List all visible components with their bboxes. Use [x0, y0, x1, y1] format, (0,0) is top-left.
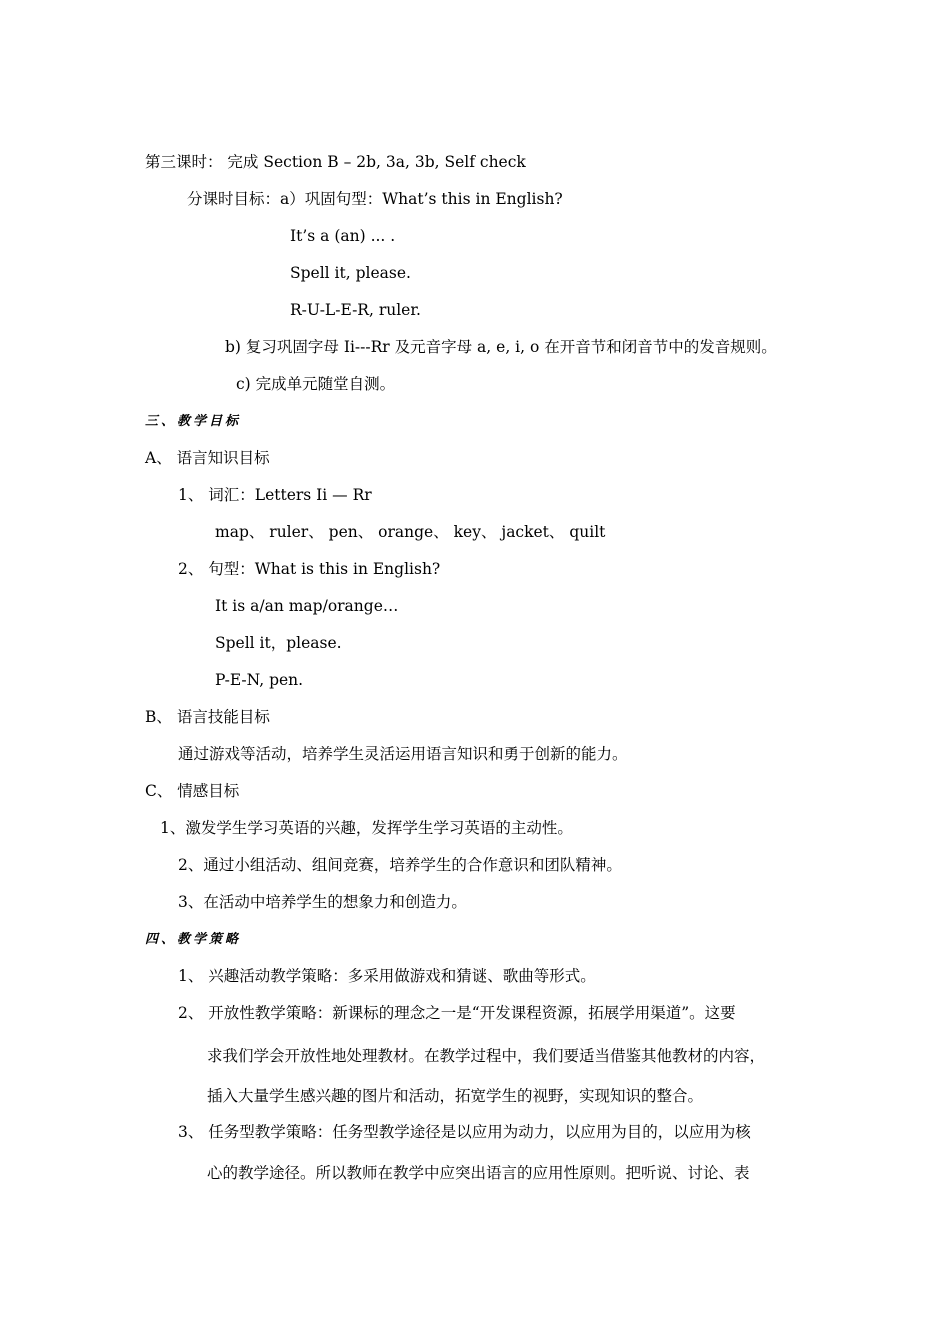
section-four-heading: 四、教学策略: [145, 932, 242, 947]
sentence-pattern-2: Spell it, please.: [290, 264, 411, 282]
lesson-objective-c: c) 完成单元随堂自测。: [236, 375, 396, 393]
affective-goals-heading: C、 情感目标: [145, 782, 240, 800]
skill-goals-heading: B、 语言技能目标: [145, 708, 270, 726]
vocabulary-words: map、 ruler、 pen、 orange、 key、 jacket、 quilt: [215, 523, 606, 541]
sentence-pattern-3: R-U-L-E-R, ruler.: [290, 301, 421, 319]
section-three-heading: 三、教学目标: [145, 414, 242, 429]
pattern-example-3: P-E-N, pen.: [215, 671, 304, 689]
lesson-three-title: 第三课时： 完成 Section B – 2b, 3a, 3b, Self check: [145, 153, 526, 171]
sentence-pattern-item: 2、 句型：What is this in English?: [178, 560, 441, 578]
skill-goals-text: 通过游戏等活动，培养学生灵活运用语言知识和勇于创新的能力。: [178, 745, 628, 763]
sentence-pattern-1: It’s a (an) ... .: [290, 227, 396, 245]
pattern-example-2: Spell it，please.: [215, 634, 342, 652]
lesson-objective-a: 分课时目标：a）巩固句型：What’s this in English?: [187, 190, 563, 208]
strategy-item-2-line-1: 2、 开放性教学策略：新课标的理念之一是“开发课程资源，拓展学用渠道”。这要: [178, 1004, 736, 1022]
knowledge-goals-heading: A、 语言知识目标: [145, 449, 270, 467]
strategy-item-3-line-2: 心的教学途径。所以教师在教学中应突出语言的应用性原则。把听说、讨论、表: [207, 1164, 750, 1182]
affective-goal-2: 2、通过小组活动、组间竞赛，培养学生的合作意识和团队精神。: [178, 856, 622, 874]
pattern-example-1: It is a/an map/orange…: [215, 597, 399, 615]
strategy-item-1: 1、 兴趣活动教学策略：多采用做游戏和猜谜、歌曲等形式。: [178, 967, 596, 985]
affective-goal-3: 3、在活动中培养学生的想象力和创造力。: [178, 893, 467, 911]
lesson-objective-b: b) 复习巩固字母 Ii---Rr 及元音字母 a, e, i, o 在开音节和闭音节中的发音规则。: [225, 338, 777, 356]
strategy-item-2-line-2: 求我们学会开放性地处理教材。在教学过程中，我们要适当借鉴其他教材的内容，: [207, 1047, 766, 1065]
vocabulary-item: 1、 词汇：Letters Ii — Rr: [178, 486, 372, 504]
strategy-item-2-line-3: 插入大量学生感兴趣的图片和活动，拓宽学生的视野，实现知识的整合。: [207, 1087, 704, 1105]
affective-goal-1: 1、激发学生学习英语的兴趣，发挥学生学习英语的主动性。: [160, 819, 573, 837]
strategy-item-3-line-1: 3、 任务型教学策略：任务型教学途径是以应用为动力，以应用为目的，以应用为核: [178, 1123, 751, 1141]
